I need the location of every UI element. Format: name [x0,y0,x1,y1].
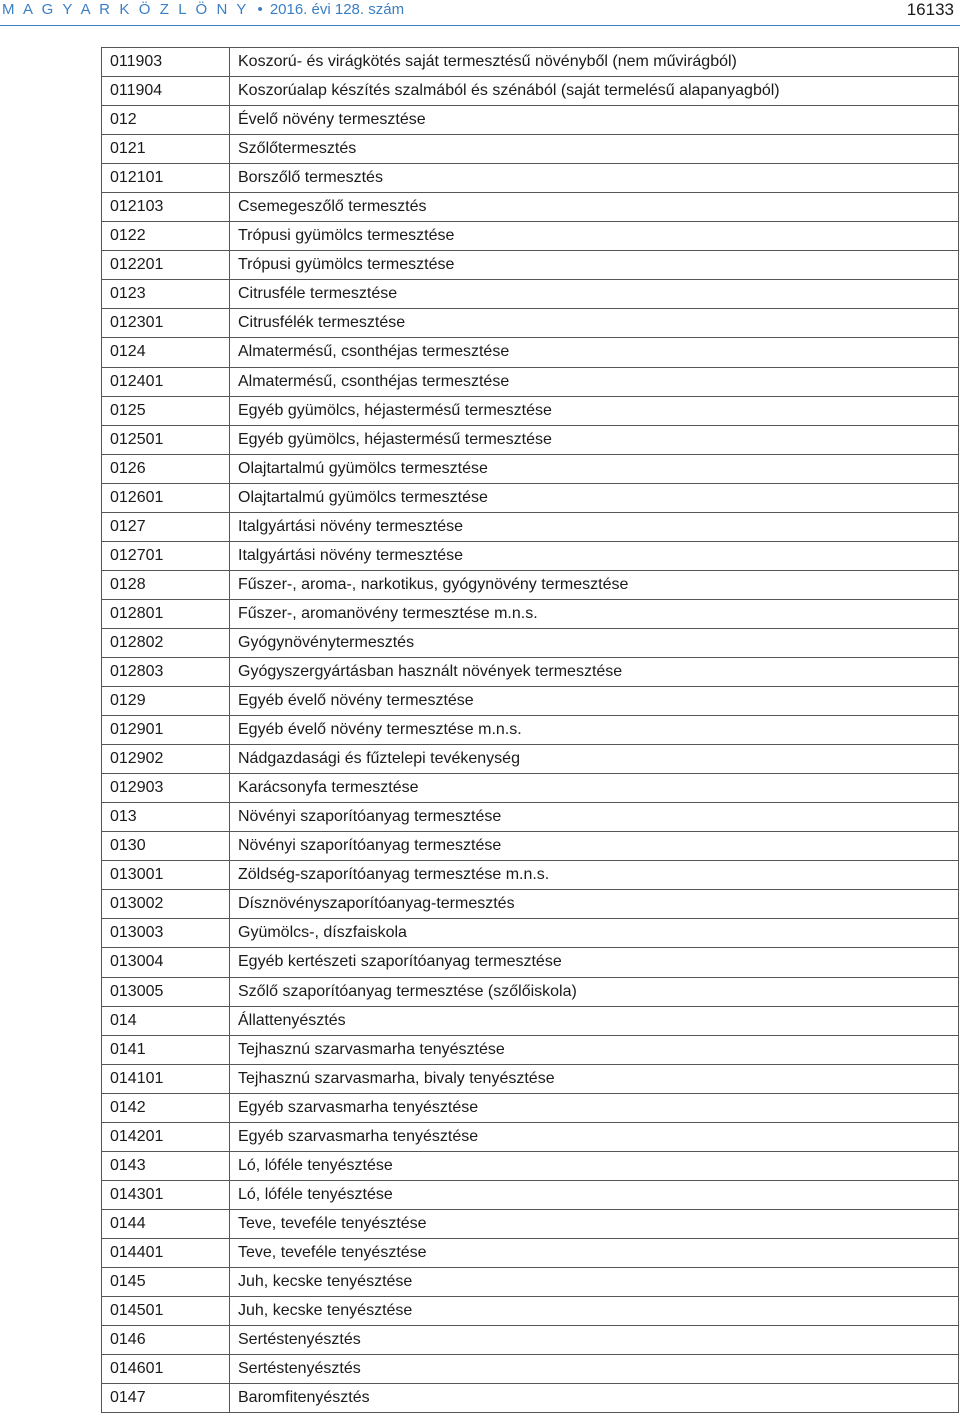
table-row [102,774,959,803]
table-row [102,890,959,919]
activity-code-cell: 0125 [102,396,230,425]
activity-name-cell: Fűszer-, aroma-, narkotikus, gyógynövény termesztése [230,570,959,599]
activity-name-cell: Trópusi gyümölcs termesztése [230,251,959,280]
header-divider [0,25,960,26]
table-row [102,1093,959,1122]
activity-code-cell: 0143 [102,1151,230,1180]
activity-name-cell: Sertéstenyésztés [230,1355,959,1384]
activity-name-cell: Évelő növény termesztése [230,106,959,135]
activity-name-cell: Állattenyésztés [230,1006,959,1035]
table-row [102,1035,959,1064]
activity-name-cell: Egyéb szarvasmarha tenyésztése [230,1122,959,1151]
activity-code-cell: 012801 [102,599,230,628]
activity-name-cell: Dísznövényszaporítóanyag-termesztés [230,890,959,919]
activity-code-cell: 014401 [102,1238,230,1267]
activity-code-cell: 013004 [102,948,230,977]
activity-name-cell: Koszorú- és virágkötés saját termesztésű növényből (nem művirágból) [230,48,959,77]
activity-name-cell: Egyéb évelő növény termesztése [230,687,959,716]
page-header [0,0,960,24]
table-row [102,803,959,832]
page-number: 16133 [906,0,954,19]
activity-name-cell: Italgyártási növény termesztése [230,541,959,570]
activity-code-cell: 0122 [102,222,230,251]
table-row [102,425,959,454]
table-row [102,687,959,716]
activity-name-cell: Citrusfélék termesztése [230,309,959,338]
activity-name-cell: Almatermésű, csonthéjas termesztése [230,338,959,367]
table-row [102,164,959,193]
table-row [102,106,959,135]
activity-name-cell: Koszorúalap készítés szalmából és szénából (saját termelésű alapanyagból) [230,77,959,106]
table-row [102,222,959,251]
activity-name-cell: Gyógynövénytermesztés [230,628,959,657]
table-row [102,657,959,686]
activity-code-cell: 0126 [102,454,230,483]
activity-code-cell: 014501 [102,1297,230,1326]
activity-code-cell: 013005 [102,977,230,1006]
table-row [102,1209,959,1238]
table-row [102,367,959,396]
activity-name-cell: Teve, teveféle tenyésztése [230,1238,959,1267]
activity-name-cell: Egyéb szarvasmarha tenyésztése [230,1093,959,1122]
activity-name-cell: Egyéb kertészeti szaporítóanyag termesztése [230,948,959,977]
activity-code-cell: 012301 [102,309,230,338]
activity-code-cell: 0145 [102,1267,230,1296]
activity-name-cell: Juh, kecske tenyésztése [230,1297,959,1326]
activity-code-cell: 011903 [102,48,230,77]
activity-name-cell: Szőlőtermesztés [230,135,959,164]
table-row [102,1355,959,1384]
table-row [102,628,959,657]
activity-code-cell: 011904 [102,77,230,106]
activity-name-cell: Egyéb évelő növény termesztése m.n.s. [230,716,959,745]
table-row [102,919,959,948]
table-row [102,541,959,570]
table-row [102,396,959,425]
activity-code-cell: 013001 [102,861,230,890]
activity-name-cell: Gyümölcs-, díszfaiskola [230,919,959,948]
table-row [102,977,959,1006]
table-row [102,1297,959,1326]
activity-code-cell: 013003 [102,919,230,948]
activity-code-cell: 012103 [102,193,230,222]
table-row [102,135,959,164]
activity-code-cell: 012101 [102,164,230,193]
activity-code-table [101,47,959,1413]
activity-code-cell: 013 [102,803,230,832]
activity-name-cell: Szőlő szaporítóanyag termesztése (szőlőiskola) [230,977,959,1006]
table-row [102,1064,959,1093]
activity-code-cell: 013002 [102,890,230,919]
table-row [102,251,959,280]
table-row [102,309,959,338]
table-row [102,483,959,512]
table-row [102,338,959,367]
activity-code-cell: 0142 [102,1093,230,1122]
table-body [102,48,959,1413]
table-row [102,832,959,861]
activity-name-cell: Olajtartalmú gyümölcs termesztése [230,454,959,483]
activity-code-cell: 0127 [102,512,230,541]
table-row [102,454,959,483]
activity-code-cell: 0141 [102,1035,230,1064]
activity-code-cell: 014201 [102,1122,230,1151]
activity-code-cell: 0128 [102,570,230,599]
separator-bullet: • [257,1,263,18]
table-row [102,861,959,890]
activity-code-cell: 012701 [102,541,230,570]
activity-name-cell: Nádgazdasági és fűztelepi tevékenység [230,745,959,774]
activity-name-cell: Trópusi gyümölcs termesztése [230,222,959,251]
activity-name-cell: Egyéb gyümölcs, héjastermésű termesztése [230,425,959,454]
activity-code-cell: 014 [102,1006,230,1035]
table-row [102,716,959,745]
table-row [102,1267,959,1296]
activity-code-cell: 012601 [102,483,230,512]
issue-label: 2016. évi 128. szám [269,1,405,18]
activity-name-cell: Baromfitenyésztés [230,1384,959,1413]
activity-code-cell: 0129 [102,687,230,716]
activity-name-cell: Teve, teveféle tenyésztése [230,1209,959,1238]
activity-name-cell: Italgyártási növény termesztése [230,512,959,541]
activity-code-cell: 012901 [102,716,230,745]
table-row [102,1151,959,1180]
activity-name-cell: Olajtartalmú gyümölcs termesztése [230,483,959,512]
activity-code-cell: 012401 [102,367,230,396]
activity-code-cell: 0130 [102,832,230,861]
activity-code-cell: 014101 [102,1064,230,1093]
activity-name-cell: Citrusféle termesztése [230,280,959,309]
table-row [102,948,959,977]
activity-name-cell: Ló, lóféle tenyésztése [230,1180,959,1209]
activity-code-cell: 012501 [102,425,230,454]
table-row [102,1326,959,1355]
activity-name-cell: Növényi szaporítóanyag termesztése [230,832,959,861]
publication-title: M A G Y A R K Ö Z L Ö N Y [2,1,249,18]
activity-code-cell: 012903 [102,774,230,803]
activity-code-cell: 012803 [102,657,230,686]
table-row [102,1384,959,1413]
table-row [102,745,959,774]
activity-name-cell: Csemegeszőlő termesztés [230,193,959,222]
table-row [102,48,959,77]
table-row [102,1006,959,1035]
activity-code-cell: 0144 [102,1209,230,1238]
table-row [102,1180,959,1209]
activity-code-cell: 012802 [102,628,230,657]
activity-code-cell: 012201 [102,251,230,280]
table-row [102,1238,959,1267]
activity-code-cell: 014601 [102,1355,230,1384]
activity-name-cell: Juh, kecske tenyésztése [230,1267,959,1296]
activity-code-cell: 014301 [102,1180,230,1209]
running-head [2,1,404,18]
activity-name-cell: Tejhasznú szarvasmarha, bivaly tenyésztése [230,1064,959,1093]
activity-name-cell: Zöldség-szaporítóanyag termesztése m.n.s. [230,861,959,890]
table-row [102,280,959,309]
table-row [102,77,959,106]
activity-code-cell: 012 [102,106,230,135]
activity-name-cell: Sertéstenyésztés [230,1326,959,1355]
activity-name-cell: Növényi szaporítóanyag termesztése [230,803,959,832]
activity-code-cell: 0146 [102,1326,230,1355]
table-row [102,193,959,222]
table-row [102,1122,959,1151]
table-row [102,570,959,599]
activity-code-cell: 012902 [102,745,230,774]
activity-code-cell: 0124 [102,338,230,367]
table-row [102,599,959,628]
activity-code-cell: 0123 [102,280,230,309]
table-row [102,512,959,541]
activity-name-cell: Almatermésű, csonthéjas termesztése [230,367,959,396]
activity-code-cell: 0147 [102,1384,230,1413]
activity-name-cell: Borszőlő termesztés [230,164,959,193]
activity-name-cell: Karácsonyfa termesztése [230,774,959,803]
activity-name-cell: Fűszer-, aromanövény termesztése m.n.s. [230,599,959,628]
activity-code-cell: 0121 [102,135,230,164]
activity-name-cell: Gyógyszergyártásban használt növények termesztése [230,657,959,686]
activity-name-cell: Egyéb gyümölcs, héjastermésű termesztése [230,396,959,425]
activity-name-cell: Ló, lóféle tenyésztése [230,1151,959,1180]
activity-name-cell: Tejhasznú szarvasmarha tenyésztése [230,1035,959,1064]
